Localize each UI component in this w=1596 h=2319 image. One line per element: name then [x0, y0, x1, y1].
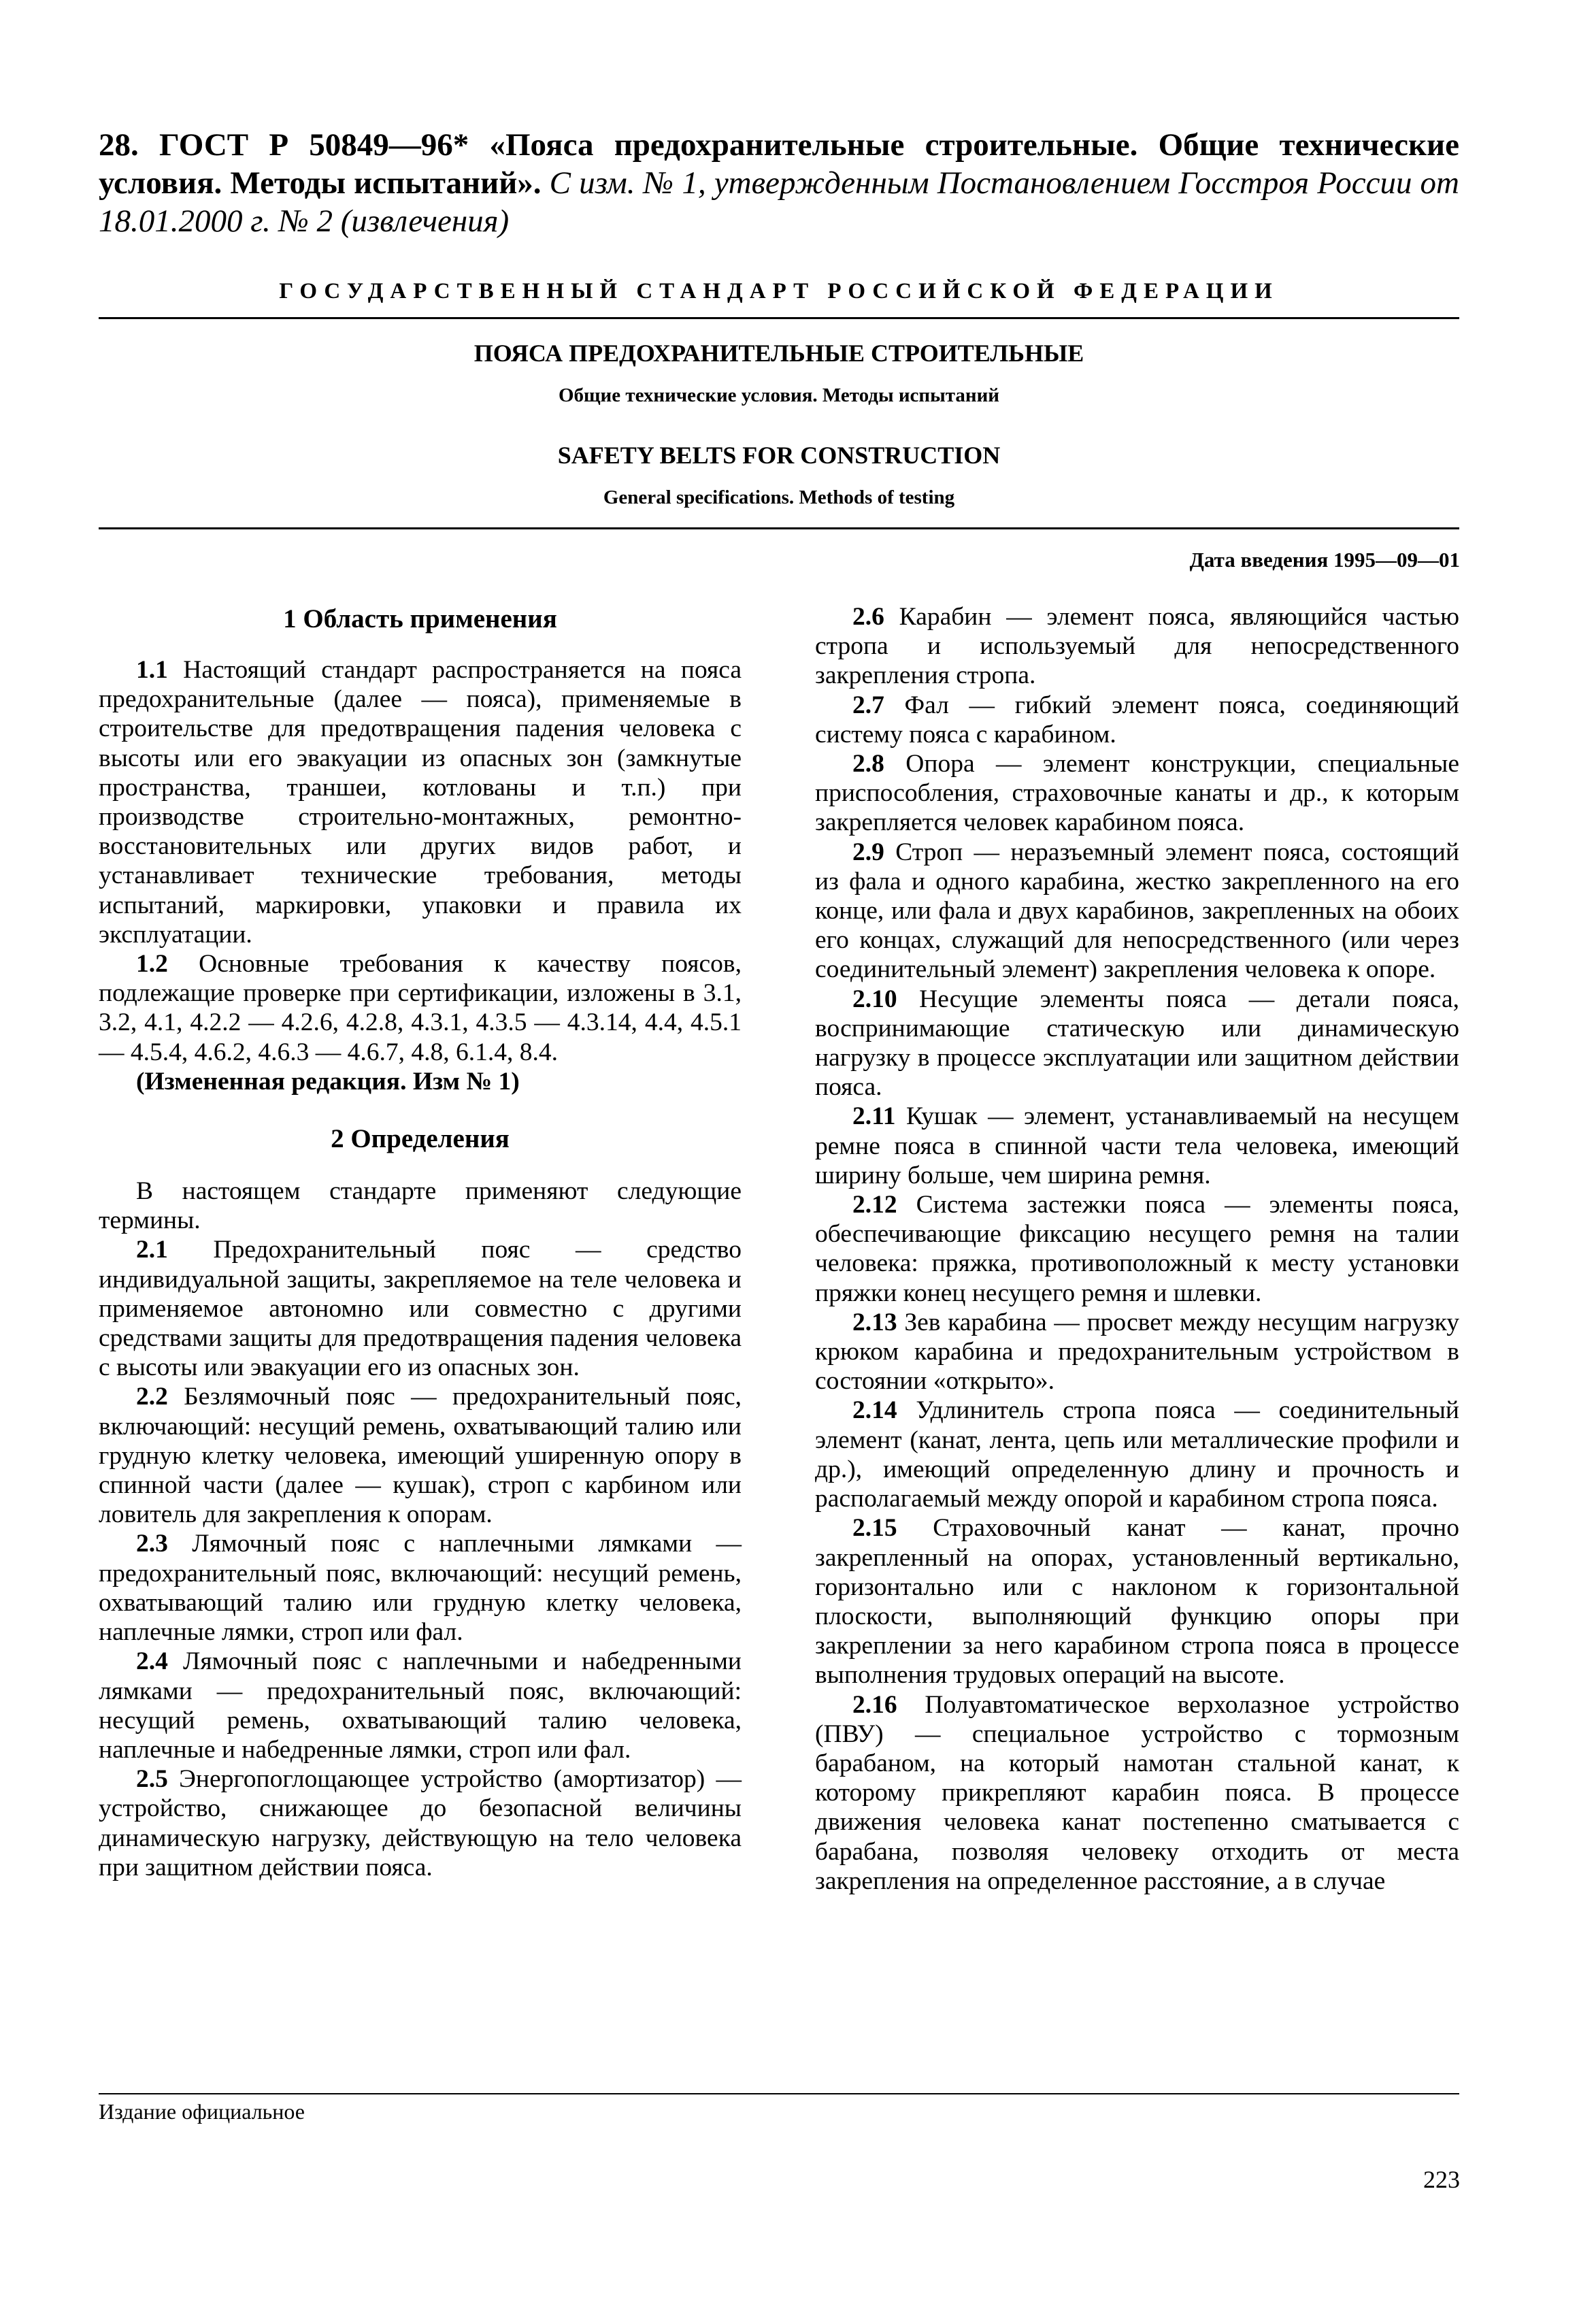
- clause-text: Удлинитель стропа пояса — соединительный элемент (канат, лента, цепь или металлические профили и др.), имеющий определенную длину и прочность и располагаемый между опорой и карабином стропа пояса.: [815, 1396, 1459, 1513]
- section-1-title: 1 Область применения: [283, 604, 557, 634]
- clause-text: Зев карабина — просвет между несущим нагрузку крюком карабина и предохранительным устройством в состоянии «открыто».: [815, 1308, 1460, 1396]
- standard-title-ru: ПОЯСА ПРЕДОХРАНИТЕЛЬНЫЕ СТРОИТЕЛЬНЫЕ: [473, 340, 1084, 367]
- document-heading: [99, 126, 1459, 240]
- title-divider: [99, 527, 1459, 529]
- paragraph-2-12: [815, 1190, 1459, 1308]
- clause-number: 2.6: [852, 603, 884, 631]
- clause-text: Фал — гибкий элемент пояса, соединяющий систему пояса с карабином.: [815, 691, 1459, 749]
- section-2-title: 2 Определения: [331, 1124, 510, 1154]
- clause-number: 2.5: [136, 1765, 168, 1794]
- clause-number: 1.2: [136, 950, 168, 978]
- clause-number: 2.2: [136, 1383, 168, 1411]
- clause-number: 2.8: [852, 750, 884, 778]
- footer-divider: [99, 2093, 1459, 2094]
- clause-number: 2.4: [136, 1647, 168, 1676]
- paragraph-2-15: [815, 1513, 1459, 1690]
- clause-text: Полуавтоматическое верхолазное устройство (ПВУ) — специальное устройство с тормозным барабаном, на который намотан стальной канат, к которому прикрепляют карабин пояса. В процессе движения человека канат постепенно сматывается с барабана, позволяя человеку отходить от места закрепления на определенное расстояние, а в случае: [815, 1690, 1459, 1895]
- paragraph-2-13: [815, 1308, 1459, 1396]
- state-standard-label: ГОСУДАРСТВЕННЫЙ СТАНДАРТ РОССИЙСКОЙ ФЕДЕРАЦИИ: [279, 279, 1279, 303]
- clause-text: Карабин — элемент пояса, являющийся частью стропа и используемый для непосредственного закрепления стропа.: [815, 603, 1459, 690]
- clause-text: Предохранительный пояс — средство индивидуальной защиты, закрепляемое на теле человека и применяемое автономно или совместно с другими средствами защиты для предотвращения падения человека с высоты или эвакуации его из опасных зон.: [99, 1236, 742, 1382]
- paragraph-2-7: [815, 691, 1459, 749]
- standard-title-en: SAFETY BELTS FOR CONSTRUCTION: [557, 442, 1001, 469]
- clause-number: 2.3: [136, 1530, 168, 1558]
- clause-number: 2.14: [852, 1396, 897, 1425]
- clause-text: Строп — неразъемный элемент пояса, состоящий из фала и одного карабина, жестко закрепленного на его конце, или фала и двух карабинов, закрепленных на обоих его концах, служащий для непосредственного (или через соединительный элемент) закрепления человека к опоре.: [815, 838, 1459, 984]
- paragraph-2-8: [815, 749, 1459, 838]
- clause-number: 2.15: [852, 1514, 897, 1543]
- clause-number: 2.13: [852, 1308, 897, 1336]
- heading-number: 28.: [99, 127, 139, 163]
- paragraph-2-1: [99, 1235, 742, 1382]
- paragraph-2-9: [815, 838, 1459, 985]
- clause-number: 2.7: [852, 691, 884, 719]
- standard-subtitle-en: General specifications. Methods of testing: [603, 487, 955, 508]
- clause-number: 2.9: [852, 838, 884, 866]
- clause-text: Система застежки пояса — элементы пояса, обеспечивающие фиксацию несущего ремня на талии человека: пряжка, противоположный к месту установки пряжки конец несущего ремня и шлевки.: [815, 1191, 1459, 1307]
- clause-text: Энергопоглощающее устройство (амортизатор) — устройство, снижающее до безопасной величины динамическую нагрузку, действующую на тело человека при защитном действии пояса.: [99, 1765, 742, 1881]
- paragraph-2-10: [815, 985, 1459, 1102]
- paragraph-2-14: [815, 1396, 1459, 1513]
- left-column: [99, 602, 742, 1882]
- clause-text: Страховочный канат — канат, прочно закрепленный на опорах, установленный вертикально, горизонтально или с наклоном к горизонтальной плоскости, выполняющий функцию опоры при закреплении за него карабином стропа пояса в процессе выполнения трудовых операций на высоте.: [815, 1514, 1460, 1690]
- paragraph-2-4: [99, 1647, 742, 1764]
- top-divider: [99, 317, 1459, 319]
- clause-text: Безлямочный пояс — предохранительный пояс, включающий: несущий ремень, охватывающий талию или грудную клетку человека, имеющий уширенную опору в спинной части (далее — кушак), строп с карбином или ловитель для закрепления к опорам.: [99, 1383, 742, 1529]
- paragraph-2-3: [99, 1529, 742, 1647]
- clause-number: 2.16: [852, 1690, 897, 1719]
- clause-text: Настоящий стандарт распространяется на пояса предохранительные (далее — пояса), применяемые в строительстве для предотвращения падения человека с высоты или его эвакуации из опасных зон (замкнутые пространства, траншеи, котлованы и т.п.) при производстве строительно-монтажных, ремонтно-восстановительных или других видов работ, и устанавливает технические требования, методы испытаний, маркировки, упаковки и правила их эксплуатации.: [99, 656, 742, 949]
- paragraph-2-6: [815, 602, 1459, 691]
- clause-text: Кушак — элемент, устанавливаемый на несущем ремне пояса в спинной части тела человека, имеющий ширину больше, чем ширина ремня.: [815, 1102, 1460, 1189]
- amendment-note: (Измененная редакция. Изм № 1): [136, 1067, 520, 1096]
- paragraph-2-11: [815, 1102, 1459, 1190]
- page-number: 223: [1423, 2166, 1460, 2193]
- clause-text: Основные требования к качеству поясов, подлежащие проверке при сертификации, изложены в 3.1, 3.2, 4.1, 4.2.2 — 4.2.6, 4.2.8, 4.3.1, 4.3.5 — 4.3.14, 4.4, 4.5.1 — 4.5.4, 4.6.2, 4.6.3 — 4.6.7, 4.8, 6.1.4, 8.4.: [99, 950, 742, 1066]
- paragraph-2-16: [815, 1690, 1459, 1896]
- paragraph-1-2: [99, 949, 742, 1067]
- clause-text: Лямочный пояс с наплечными и набедренными лямками — предохранительный пояс, включающий: несущий ремень, охватывающий талию человека, наплечные и набедренные лямки, строп или фал.: [99, 1647, 742, 1764]
- section-2-intro: В настоящем стандарте применяют следующие термины.: [99, 1177, 742, 1235]
- clause-number: 2.1: [136, 1236, 168, 1264]
- official-edition-label: Издание официальное: [99, 2099, 305, 2124]
- paragraph-1-1: [99, 655, 742, 949]
- paragraph-2-2: [99, 1382, 742, 1529]
- standard-subtitle-ru: Общие технические условия. Методы испытаний: [558, 384, 999, 406]
- right-column: [815, 602, 1459, 1896]
- paragraph-2-5: [99, 1764, 742, 1882]
- clause-number: 2.12: [852, 1191, 897, 1219]
- clause-number: 1.1: [136, 656, 168, 684]
- introduction-date: Дата введения 1995—09—01: [1189, 548, 1460, 572]
- heading-amendment-note: С изм. № 1, утвержденным Постановлением Госстроя России от 18.01.2000 г. № 2 (извлечения): [99, 165, 1460, 239]
- clause-number: 2.11: [852, 1102, 896, 1131]
- clause-text: Несущие элементы пояса — детали пояса, воспринимающие статическую или динамическую нагрузку в процессе эксплуатации или защитном действии пояса.: [815, 985, 1460, 1102]
- heading-code-title: ГОСТ Р 50849—96* «Пояса предохранительные строительные. Общие технические условия. Методы испытаний».: [99, 127, 1459, 201]
- clause-number: 2.10: [852, 985, 897, 1013]
- clause-text: Опора — элемент конструкции, специальные приспособления, страховочные канаты и др., к которым закрепляется человек карабином пояса.: [815, 750, 1459, 837]
- clause-text: Лямочный пояс с наплечными лямками — предохранительный пояс, включающий: несущий ремень, охватывающий талию или грудную клетку человека, наплечные лямки, строп или фал.: [99, 1530, 742, 1647]
